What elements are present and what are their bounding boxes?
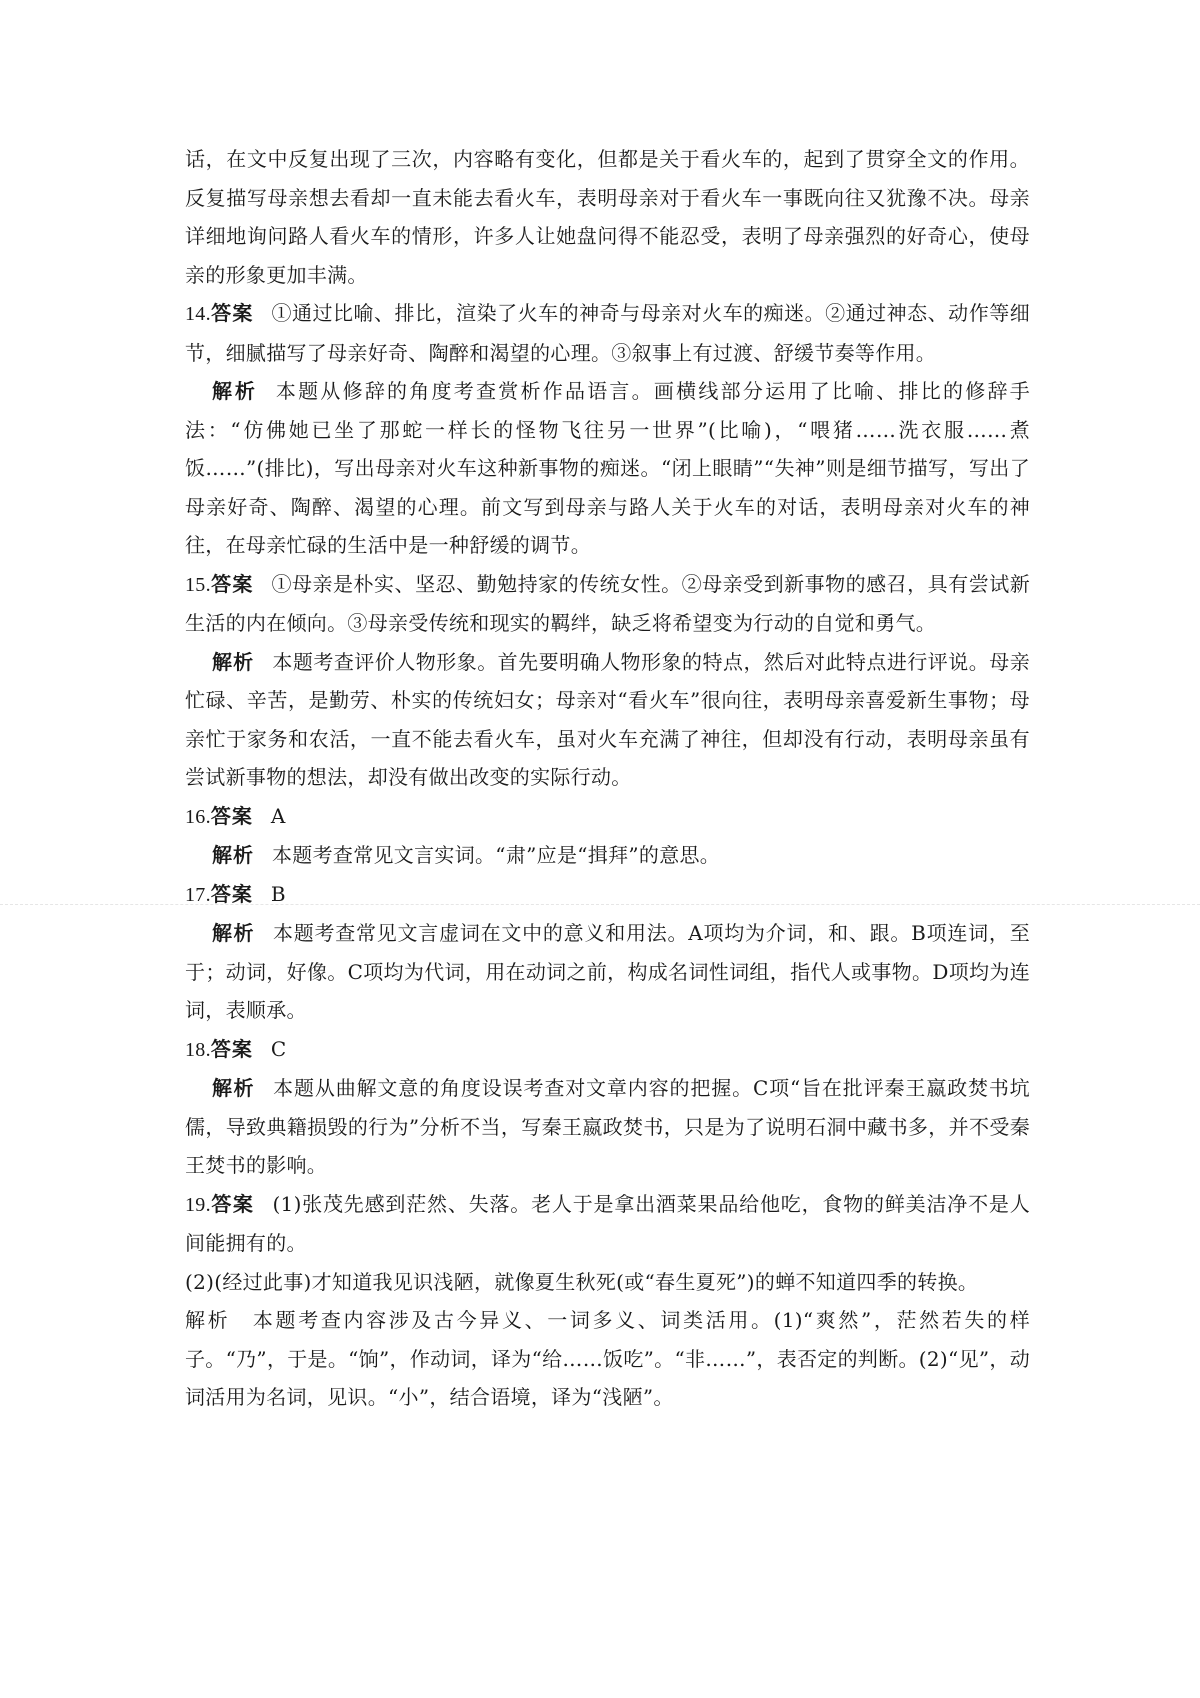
analysis-label: 解析 bbox=[212, 921, 255, 945]
answer-17 bbox=[185, 875, 1030, 915]
answer-text: ①母亲是朴实、坚忍、勤勉持家的传统女性。②母亲受到新事物的感召，具有尝试新生活的内在倾向。③母亲受传统和现实的羁绊，缺乏将希望变为行动的自觉和勇气。 bbox=[185, 571, 1031, 635]
analysis-17 bbox=[185, 914, 1030, 1030]
answer-label: 答案 bbox=[210, 803, 253, 828]
question-number: 17. bbox=[185, 883, 211, 906]
answer-19 bbox=[185, 1185, 1030, 1263]
answer-text: (1)张茂先感到茫然、失落。老人于是拿出酒菜果品给他吃，食物的鲜美洁净不是人间能拥有的。 bbox=[185, 1191, 1030, 1255]
analysis-15 bbox=[185, 643, 1030, 797]
analysis-text: 本题考查常见文言虚词在文中的意义和用法。A项均为介词，和、跟。B项连词，至于；动词，好像。C项均为代词，用在动词之前，构成名词性词组，指代人或事物。D项均为连词，表顺承。 bbox=[185, 921, 1030, 1022]
analysis-text: 本题从曲解文意的角度设误考查对文章内容的把握。C项“旨在批评秦王嬴政焚书坑儒，导致典籍损毁的行为”分析不当，写秦王嬴政焚书，只是为了说明石洞中藏书多，并不受秦王焚书的影响。 bbox=[185, 1076, 1030, 1177]
question-number: 18. bbox=[185, 1038, 211, 1061]
question-number: 16. bbox=[185, 805, 211, 828]
answer-label: 答案 bbox=[210, 301, 254, 325]
analysis-18 bbox=[185, 1069, 1030, 1185]
answer-document bbox=[185, 140, 1030, 1417]
analysis-14 bbox=[185, 372, 1030, 565]
analysis-label: 解析 bbox=[212, 843, 254, 867]
analysis-text: 本题考查评价人物形象。首先要明确人物形象的特点，然后对此特点进行评说。母亲忙碌、辛苦，是勤劳、朴实的传统妇女；母亲对“看火车”很向往，表明母亲喜爱新生事物；母亲忙于家务和农活，一直不能去看火车，虽对火车充满了神往，但却没有行动，表明母亲虽有尝试新事物的想法，却没有做出改变的实际行动。 bbox=[185, 649, 1031, 789]
analysis-text: 本题从修辞的角度考查赏析作品语言。画横线部分运用了比喻、排比的修辞手法：“仿佛她已坐了那蛇一样长的怪物飞往另一世界”(比喻)，“喂猪……洗衣服……煮饭……”(排比)，写出母亲对火车这种新事物的痴迷。“闭上眼睛”“失神”则是细节描写，写出了母亲好奇、陶醉、渴望的心理。前文写到母亲与路人关于火车的对话，表明母亲对火车的神往，在母亲忙碌的生活中是一种舒缓的调节。 bbox=[185, 379, 1030, 557]
answer-text: A bbox=[270, 803, 286, 828]
answer-text: C bbox=[270, 1036, 287, 1061]
answer-16 bbox=[185, 797, 1030, 837]
answer-14 bbox=[185, 294, 1030, 372]
analysis-label: 解析 bbox=[212, 1076, 256, 1100]
answer-label: 答案 bbox=[210, 1191, 255, 1216]
analysis-text: 本题考查常见文言实词。“肃”应是“揖拜”的意思。 bbox=[272, 843, 721, 867]
answer-15 bbox=[185, 565, 1030, 643]
analysis-label: 解析 bbox=[212, 649, 255, 674]
answer-label: 答案 bbox=[210, 571, 254, 596]
answer-text: (2)(经过此事)才知道我见识浅陋，就像夏生秋死(或“春生夏死”)的蝉不知道四季的转换。 bbox=[185, 1269, 979, 1294]
answer-19-part-2 bbox=[185, 1263, 1030, 1302]
question-number: 14. bbox=[185, 303, 211, 325]
analysis-text: 解析 本题考查内容涉及古今异义、一词多义、词类活用。(1)“爽然”，茫然若失的样子。“乃”，于是。“饷”，作动词，译为“给……饭吃”。“非……”，表否定的判断。(2)“见”，动词活用为名词，见识。“小”，结合语境，译为“浅陋”。 bbox=[185, 1308, 1030, 1409]
analysis-label: 解析 bbox=[212, 379, 258, 403]
analysis-19 bbox=[185, 1301, 1030, 1417]
answer-18 bbox=[185, 1030, 1030, 1070]
analysis-16 bbox=[185, 836, 1030, 875]
question-number: 19. bbox=[185, 1193, 211, 1216]
paragraph-text: 话，在文中反复出现了三次，内容略有变化，但都是关于看火车的，起到了贯穿全文的作用。反复描写母亲想去看却一直未能去看火车，表明母亲对于看火车一事既向往又犹豫不决。母亲详细地询问路人看火车的情形，许多人让她盘问得不能忍受，表明了母亲强烈的好奇心，使母亲的形象更加丰满。 bbox=[185, 147, 1030, 287]
answer-text: ①通过比喻、排比，渲染了火车的神奇与母亲对火车的痴迷。②通过神态、动作等细节，细腻描写了母亲好奇、陶醉和渴望的心理。③叙事上有过渡、舒缓节奏等作用。 bbox=[185, 301, 1031, 365]
answer-label: 答案 bbox=[210, 1036, 253, 1061]
question-number: 15. bbox=[185, 573, 211, 596]
answer-label: 答案 bbox=[210, 881, 253, 906]
paragraph-continuation bbox=[185, 140, 1030, 294]
answer-text: B bbox=[270, 881, 286, 906]
